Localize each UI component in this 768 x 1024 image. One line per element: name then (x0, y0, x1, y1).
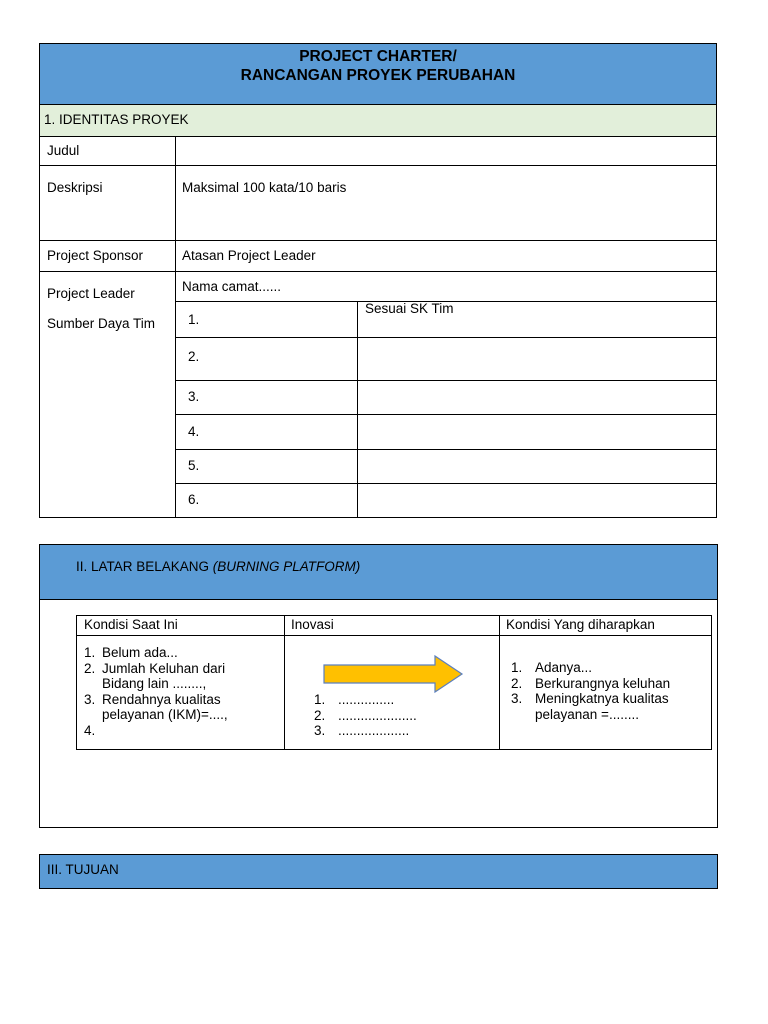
deskripsi-value[interactable]: Maksimal 100 kata/10 baris (182, 180, 347, 195)
leader-label: Project Leader (47, 286, 135, 301)
section3-title: III. TUJUAN (47, 862, 119, 877)
section1-title: 1. IDENTITAS PROYEK (44, 112, 189, 127)
row-divider (40, 271, 716, 272)
team-column-divider (357, 301, 358, 517)
latar-header-divider (77, 635, 711, 636)
charter-header (39, 43, 717, 105)
list-item: 2. Jumlah Keluhan dari Bidang lain ........, (84, 660, 226, 691)
col-header-kondisi-saat-ini: Kondisi Saat Ini (84, 617, 178, 632)
team-number: 3. (188, 389, 200, 404)
team-row-divider (175, 414, 716, 415)
list-item: 3. ................... (314, 723, 410, 738)
section1-title-bar (39, 104, 717, 137)
sponsor-label: Project Sponsor (47, 248, 144, 263)
section2-title-plain: II. LATAR BELAKANG (76, 559, 213, 574)
team-note: Sesuai SK Tim (365, 301, 454, 316)
team-row-divider (175, 337, 716, 338)
sponsor-value[interactable]: Atasan Project Leader (182, 248, 316, 263)
row-divider (40, 240, 716, 241)
latar-table (76, 615, 712, 750)
list-item: 1. Adanya... (511, 660, 593, 675)
leader-value[interactable]: Nama camat...... (182, 279, 282, 294)
list-item: 3. Meningkatnya kualitas pelayanan =........ (511, 691, 669, 722)
right-arrow-icon (323, 654, 465, 694)
kondisi-harapan-list (511, 660, 691, 722)
inovasi-list (314, 692, 484, 739)
latar-col-divider (284, 616, 285, 749)
row-divider (40, 165, 716, 166)
charter-title-line2: RANCANGAN PROYEK PERUBAHAN (240, 67, 516, 84)
sumber-label: Sumber Daya Tim (47, 316, 156, 331)
col-header-inovasi: Inovasi (291, 617, 334, 632)
list-item: 2. ..................... (314, 707, 417, 723)
list-item: 1. Belum ada... (84, 645, 178, 660)
team-number: 4. (188, 424, 200, 439)
team-row-divider (175, 483, 716, 484)
identity-table (39, 136, 717, 518)
list-item: 2. Berkurangnya keluhan (511, 675, 671, 691)
section3-title-bar (39, 854, 718, 889)
charter-title-line1: PROJECT CHARTER/ (299, 48, 457, 65)
team-number: 5. (188, 458, 200, 473)
latar-col-divider (499, 616, 500, 749)
section2-title (76, 559, 360, 574)
label-column-divider (175, 136, 176, 517)
deskripsi-label: Deskripsi (47, 180, 103, 195)
team-number: 2. (188, 349, 200, 364)
section2-title-bar (39, 544, 718, 600)
judul-label: Judul (47, 143, 80, 158)
col-header-kondisi-harapan: Kondisi Yang diharapkan (506, 617, 655, 632)
team-row-divider (175, 380, 716, 381)
team-number: 6. (188, 492, 200, 507)
section2-title-italic: (BURNING PLATFORM) (212, 559, 361, 574)
kondisi-saat-ini-list: 1. Belum ada... 2. Jumlah Keluhan dari Bidang lain ........, 3. Rendahnya kualitas pelayanan (IKM)=...., 4. (84, 645, 264, 723)
team-number: 1. (188, 312, 200, 327)
list-item: 1. ............... (314, 692, 395, 707)
team-row-divider (175, 449, 716, 450)
list-item: 3. Rendahnya kualitas pelayanan (IKM)=...., (84, 691, 228, 722)
